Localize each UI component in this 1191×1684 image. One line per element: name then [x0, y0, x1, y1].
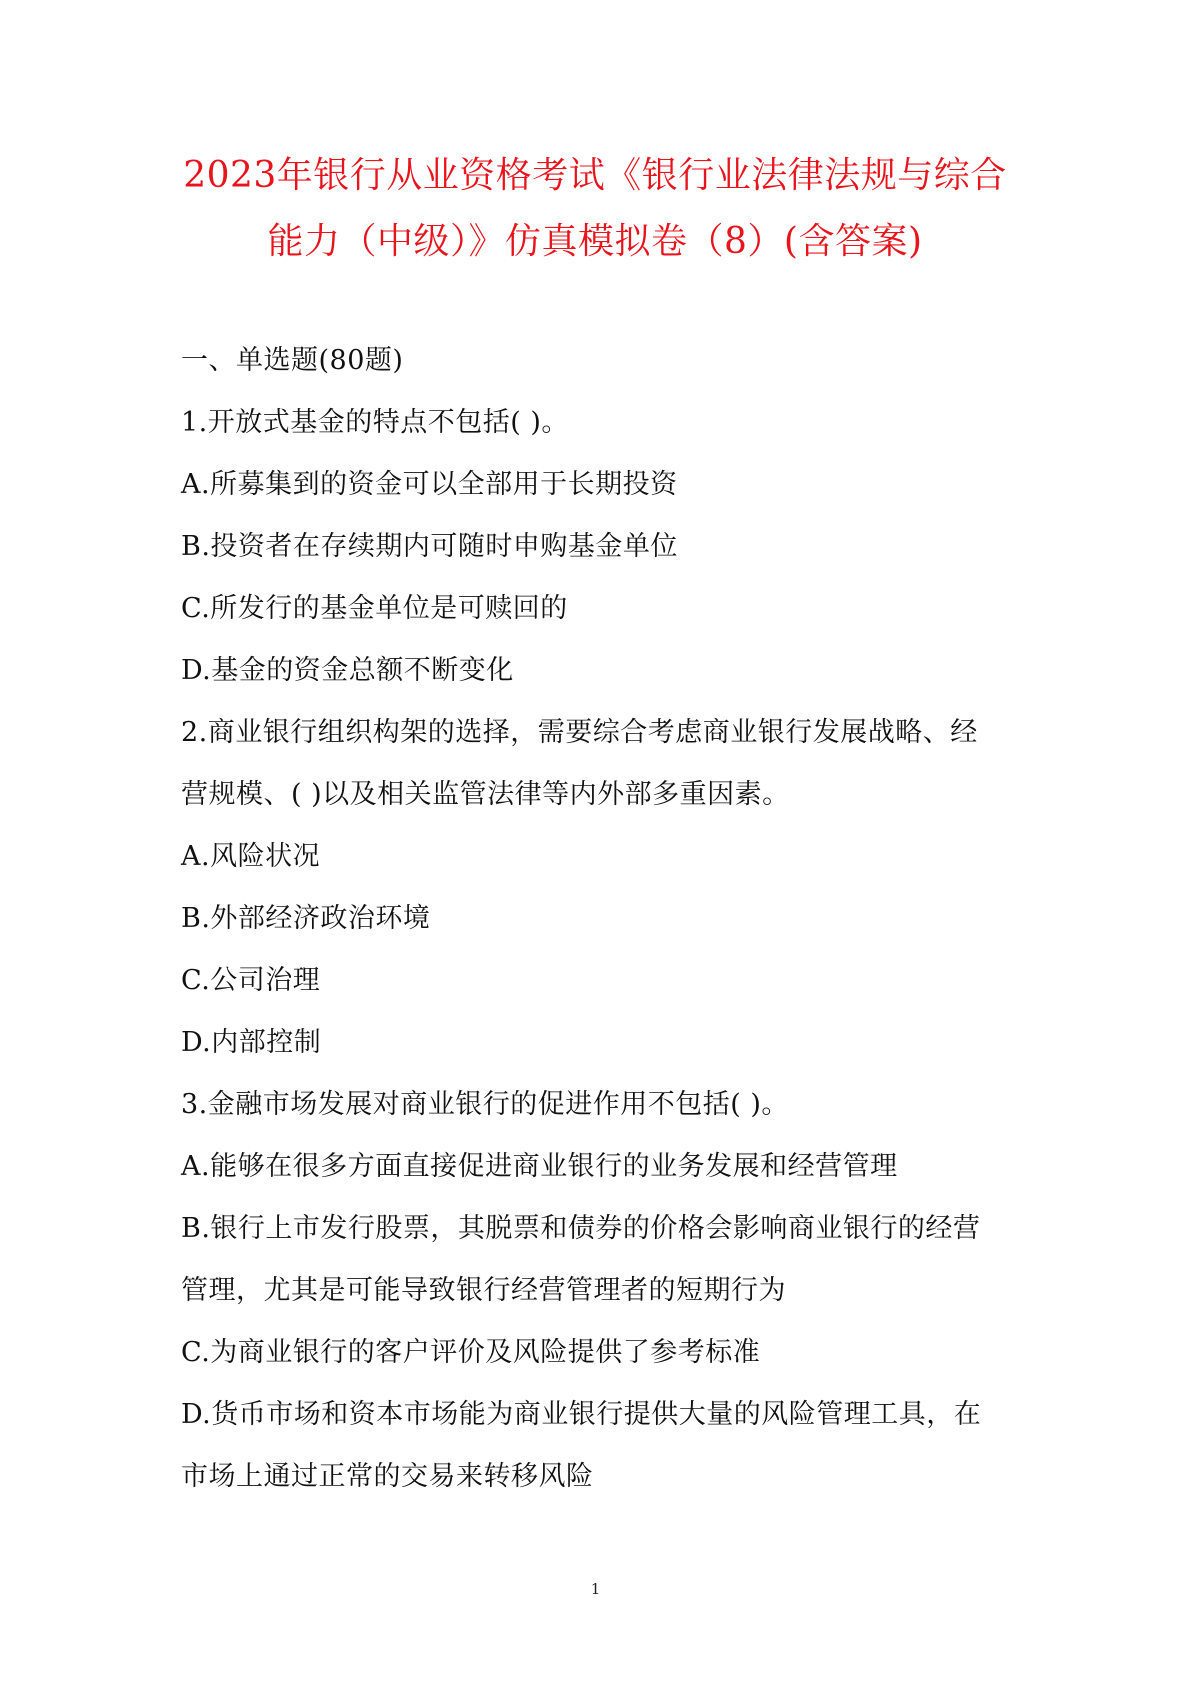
document-body: [181, 330, 1011, 1508]
question-1-option-c: C.所发行的基金单位是可赎回的: [181, 593, 568, 624]
question-1-option-d: D.基金的资金总额不断变化: [181, 655, 514, 686]
question-2-option-d: D.内部控制: [181, 1027, 322, 1058]
question-2-stem-line-2: 营规模、( )以及相关监管法律等内外部多重因素。: [181, 779, 790, 810]
question-3-option-c: C.为商业银行的客户评价及风险提供了参考标准: [181, 1337, 761, 1368]
question-3-option-d-line-2: 市场上通过正常的交易来转移风险: [181, 1461, 594, 1492]
section-heading: 一、单选题(80题): [181, 345, 404, 376]
question-1-option-b: B.投资者在存续期内可随时申购基金单位: [181, 531, 678, 562]
question-2-stem-line-1: 2.商业银行组织构架的选择，需要综合考虑商业银行发展战略、经: [181, 717, 978, 748]
title-line-2: 能力（中级）》仿真模拟卷（8）(含答案): [267, 221, 923, 262]
question-3-option-a: A.能够在很多方面直接促进商业银行的业务发展和经营管理: [181, 1151, 898, 1182]
question-1-stem: 1.开放式基金的特点不包括( )。: [181, 407, 569, 438]
document-title: [150, 143, 1040, 275]
page-number: 1: [590, 1580, 601, 1598]
question-3-option-b-line-2: 管理，尤其是可能导致银行经营管理者的短期行为: [181, 1275, 786, 1306]
question-2-option-b: B.外部经济政治环境: [181, 903, 431, 934]
question-1-option-a: A.所募集到的资金可以全部用于长期投资: [181, 469, 678, 500]
question-3-option-b-line-1: B.银行上市发行股票，其脱票和债券的价格会影响商业银行的经营: [181, 1213, 981, 1244]
question-2-option-a: A.风险状况: [181, 841, 321, 872]
question-2-option-c: C.公司治理: [181, 965, 321, 996]
question-3-stem: 3.金融市场发展对商业银行的促进作用不包括( )。: [181, 1089, 789, 1120]
title-line-1: 2023年银行从业资格考试《银行业法律法规与综合: [183, 155, 1007, 196]
question-3-option-d-line-1: D.货币市场和资本市场能为商业银行提供大量的风险管理工具，在: [181, 1399, 982, 1430]
